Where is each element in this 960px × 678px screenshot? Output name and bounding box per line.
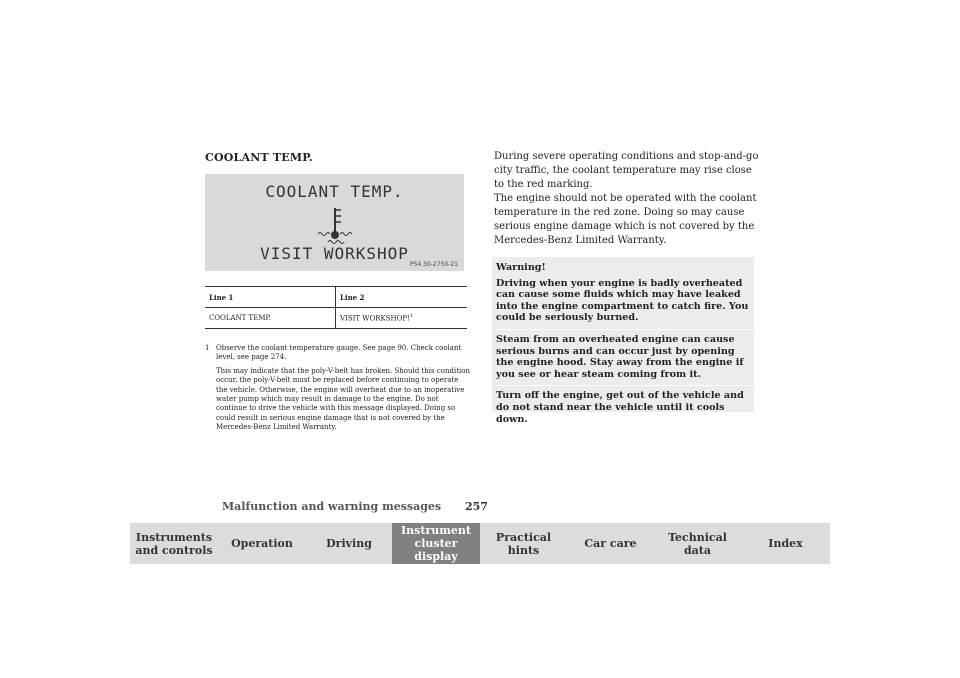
- warning-title: Warning!: [496, 262, 546, 273]
- coolant-thermometer-icon: [315, 204, 355, 246]
- tab-instrument-cluster-display[interactable]: [392, 523, 480, 564]
- chapter-nav: [130, 523, 830, 564]
- tab-label: data: [683, 543, 712, 557]
- tab-car-care[interactable]: [567, 523, 654, 564]
- tab-label: Technical: [668, 530, 727, 544]
- lcd-display-image: [205, 174, 464, 271]
- footnote-paragraph: This may indicate that the poly-V-belt has broken. Should this condition occur, the poly-V-belt must be replaced before continuing to operate the vehicle. Otherwise, the engine will overheat due to an inoperative water pump which may result in damage to the engine. Do not continue to drive the vehicle with this message displayed. Doing so could result in serious engine damage that is not covered by the Mercedes-Benz Limited Warranty.: [216, 366, 470, 432]
- table-header-row: [205, 287, 467, 308]
- figure-reference: P54.30-2750-21: [409, 261, 458, 268]
- tab-label: Instrument: [401, 524, 471, 537]
- table-row: [205, 308, 467, 329]
- tab-label: cluster display: [414, 537, 458, 563]
- tab-label: Operation: [231, 537, 293, 550]
- footnote-paragraph: Observe the coolant temperature gauge. See page 90. Check coolant level, see page 274.: [216, 344, 462, 362]
- warning-box: [492, 257, 754, 425]
- tab-label: Practical hints: [495, 530, 552, 557]
- footnote-marker: 1: [409, 313, 414, 320]
- tab-label: Driving: [326, 537, 372, 550]
- tab-instruments-controls[interactable]: [130, 523, 218, 564]
- tab-practical-hints[interactable]: [480, 523, 567, 564]
- table-cell: [336, 308, 468, 329]
- footnote-number: 1: [205, 344, 210, 352]
- tab-label: and controls: [135, 543, 213, 557]
- page-heading: COOLANT TEMP.: [205, 151, 313, 164]
- table-cell-text: VISIT WORKSHOP!: [340, 314, 410, 323]
- table-header: Line 2: [336, 287, 468, 308]
- body-paragraph: The engine should not be operated with the coolant temperature in the red zone. Doing so may cause serious engine damage which is not covered by the Mercedes-Benz Limited Warranty.: [494, 193, 757, 246]
- tab-operation[interactable]: [218, 523, 306, 564]
- message-table: [205, 286, 467, 329]
- body-paragraph: During severe operating conditions and stop-and-go city traffic, the coolant temperature may rise close to the red marking.: [494, 151, 759, 190]
- lcd-line-2: VISIT WORKSHOP: [260, 244, 409, 263]
- table-cell: COOLANT TEMP.: [205, 308, 336, 329]
- tab-label: Car care: [584, 537, 637, 550]
- tab-technical-data[interactable]: [654, 523, 741, 564]
- lcd-line-1: COOLANT TEMP.: [265, 182, 404, 201]
- section-title: Malfunction and warning messages: [222, 500, 442, 513]
- footnote: [205, 344, 470, 437]
- tab-label: Instruments: [135, 530, 213, 544]
- table-header: Line 1: [205, 287, 336, 308]
- warning-paragraph: Steam from an overheated engine can cause serious burns and can occur just by opening the engine hood. Stay away from the engine if you see or hear steam coming from it.: [496, 329, 754, 381]
- warning-paragraph: Turn off the engine, get out of the vehicle and do not stand near the vehicle until it cools down.: [496, 385, 754, 426]
- tab-label: Index: [768, 537, 803, 550]
- tab-driving[interactable]: [306, 523, 392, 564]
- page-number: 257: [465, 500, 488, 513]
- tab-index[interactable]: [741, 523, 830, 564]
- warning-paragraph: Driving when your engine is badly overheated can cause some fluids which may have leaked into the engine compartment to catch fire. You could be seriously burned.: [496, 277, 749, 324]
